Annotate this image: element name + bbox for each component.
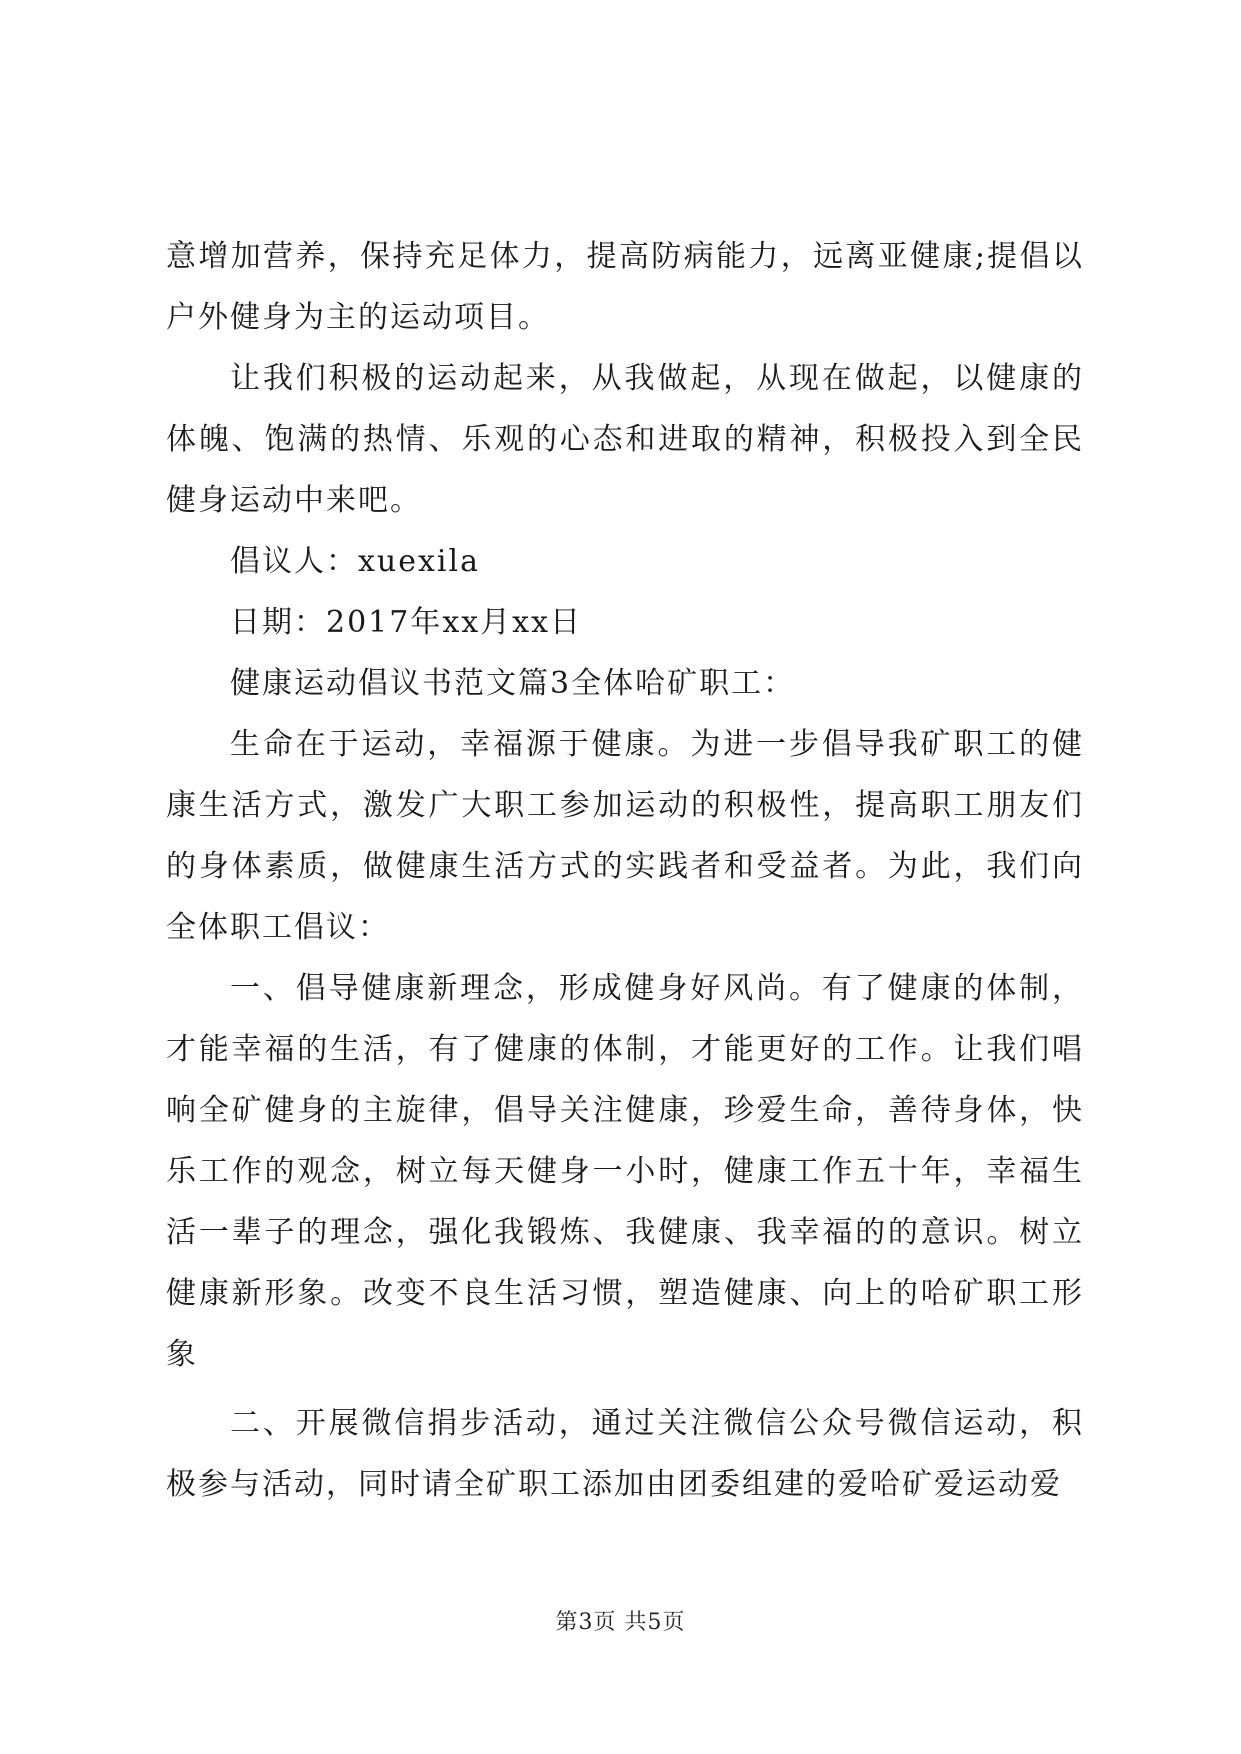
paragraph-intro: 生命在于运动，幸福源于健康。为进一步倡导我矿职工的健康生活方式，激发广大职工参加运动的积极性，提高职工朋友们的身体素质，做健康生活方式的实践者和受益者。为此，我们向全体职工倡议：	[166, 727, 1084, 945]
page-number: 第3页 共5页	[555, 1610, 686, 1635]
paragraph-call-to-action: 让我们积极的运动起来，从我做起，从现在做起，以健康的体魄、饱满的热情、乐观的心态和进取的精神，积极投入到全民健身运动中来吧。	[166, 361, 1084, 518]
section-heading: 健康运动倡议书范文篇3全体哈矿职工：	[230, 666, 796, 701]
page-footer	[0, 1608, 1241, 1638]
date-line: 日期：2017年xx月xx日	[230, 605, 583, 640]
paragraph-item-2: 二、开展微信捐步活动，通过关注微信公众号微信运动，积极参与活动，同时请全矿职工添加由团委组建的爱哈矿爱运动爱	[166, 1406, 1084, 1502]
paragraph-continuation: 意增加营养，保持充足体力，提高防病能力，远离亚健康;提倡以户外健身为主的运动项目。	[166, 239, 1084, 335]
document-body	[166, 226, 1084, 1515]
paragraph-item-1: 一、倡导健康新理念，形成健身好风尚。有了健康的体制，才能幸福的生活，有了健康的体制，才能更好的工作。让我们唱响全矿健身的主旋律，倡导关注健康，珍爱生命，善待身体，快乐工作的观念，树立每天健身一小时，健康工作五十年，幸福生活一辈子的理念，强化我锻炼、我健康、我幸福的的意识。树立健康新形象。改变不良生活习惯，塑造健康、向上的哈矿职工形象	[166, 971, 1084, 1372]
initiator-line: 倡议人：xuexila	[230, 544, 480, 579]
